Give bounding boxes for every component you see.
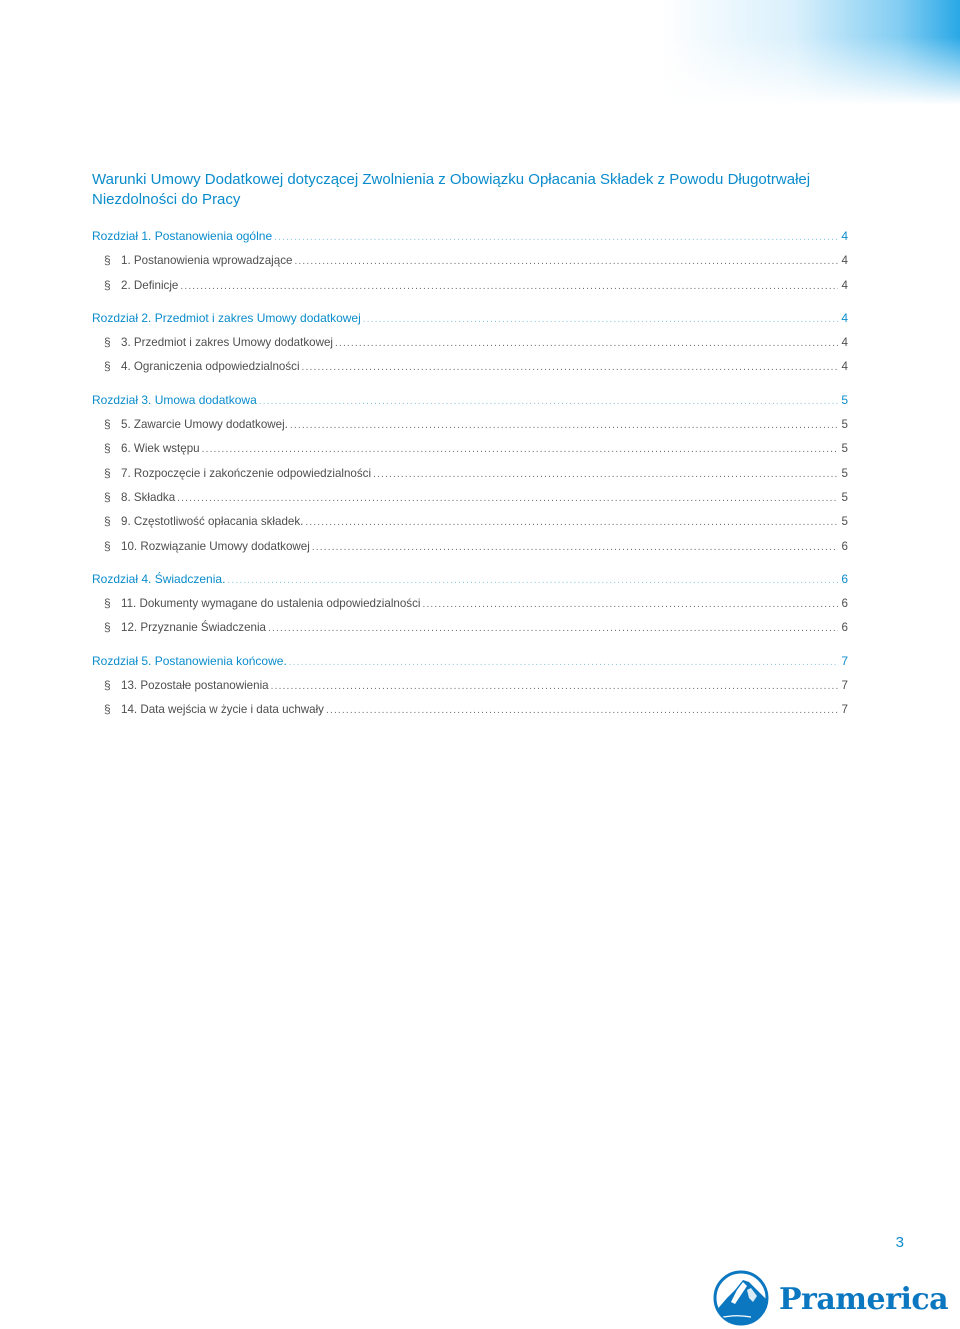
section-symbol: § bbox=[104, 702, 111, 717]
toc-entry-label: 5. Zawarcie Umowy dodatkowej. bbox=[121, 418, 288, 432]
toc-page-number: 4 bbox=[841, 360, 848, 374]
toc-chapter-entry[interactable] bbox=[92, 306, 848, 330]
toc-page-number: 5 bbox=[841, 515, 848, 529]
toc-entry-label: Rozdział 3. Umowa dodatkowa bbox=[92, 392, 257, 407]
toc-entry-label: 4. Ograniczenia odpowiedzialności bbox=[121, 360, 300, 374]
pramerica-logo bbox=[713, 1268, 949, 1328]
toc-entry-label: Rozdział 2. Przedmiot i zakres Umowy dodatkowej bbox=[92, 310, 361, 325]
toc-page-number: 6 bbox=[841, 597, 848, 611]
section-symbol: § bbox=[104, 465, 111, 480]
rock-of-gibraltar-icon bbox=[713, 1268, 771, 1326]
toc-section-entry[interactable] bbox=[92, 330, 848, 354]
toc-entry-label: 1. Postanowienia wprowadzające bbox=[121, 254, 293, 268]
toc-page-number: 5 bbox=[841, 392, 848, 407]
toc-section-entry[interactable] bbox=[92, 461, 848, 485]
section-symbol: § bbox=[104, 514, 111, 529]
dot-leader bbox=[302, 356, 838, 380]
toc-section-entry[interactable] bbox=[92, 534, 848, 558]
toc-entry-label: 12. Przyznanie Świadczenia bbox=[121, 621, 267, 635]
toc-section-entry[interactable] bbox=[92, 273, 848, 297]
section-symbol: § bbox=[104, 678, 111, 693]
toc-entry-label: 14. Data wejścia w życie i data uchwały bbox=[121, 703, 324, 717]
toc-chapter-entry[interactable] bbox=[92, 567, 848, 591]
toc-entry-label: 8. Składka bbox=[121, 490, 176, 504]
dot-leader bbox=[422, 593, 838, 617]
toc-page-number: 5 bbox=[841, 466, 848, 480]
toc-page-number: 7 bbox=[841, 653, 848, 668]
section-symbol: § bbox=[104, 335, 111, 350]
dot-leader bbox=[326, 699, 838, 723]
toc-page-number: 7 bbox=[841, 679, 848, 693]
dot-leader bbox=[290, 414, 838, 438]
dot-leader bbox=[177, 487, 838, 511]
brand-name: Pramerica bbox=[779, 1282, 949, 1317]
toc-entry-label: 11. Dokumenty wymagane do ustalenia odpowiedzialności bbox=[121, 597, 421, 611]
toc-page-number: 4 bbox=[841, 254, 848, 268]
section-symbol: § bbox=[104, 441, 111, 456]
toc-section-entry[interactable] bbox=[92, 412, 848, 436]
toc-entry-label: 7. Rozpoczęcie i zakończenie odpowiedzialności bbox=[121, 466, 372, 480]
section-symbol: § bbox=[104, 253, 111, 268]
toc-page-number: 4 bbox=[841, 278, 848, 292]
toc-section-entry[interactable] bbox=[92, 615, 848, 639]
toc-section-entry[interactable] bbox=[92, 673, 848, 697]
dot-leader bbox=[271, 675, 838, 699]
dot-leader bbox=[305, 511, 838, 535]
toc-entry-label: 3. Przedmiot i zakres Umowy dodatkowej bbox=[121, 336, 333, 350]
toc-entry-label: 9. Częstotliwość opłacania składek. bbox=[121, 515, 304, 529]
toc-page-number: 4 bbox=[841, 310, 848, 325]
toc-page-number: 6 bbox=[841, 621, 848, 635]
toc-page-number: 4 bbox=[841, 229, 848, 243]
section-symbol: § bbox=[104, 359, 111, 374]
toc-page-number: 6 bbox=[841, 539, 848, 553]
toc-entry-label: 6. Wiek wstępu bbox=[121, 442, 200, 456]
corner-gradient-decoration bbox=[660, 0, 960, 105]
toc-page-number: 7 bbox=[841, 703, 848, 717]
toc-section-entry[interactable] bbox=[92, 591, 848, 615]
toc-section-entry[interactable] bbox=[92, 509, 848, 533]
toc-entry-label: 2. Definicje bbox=[121, 278, 179, 292]
toc-page-number: 5 bbox=[841, 442, 848, 456]
section-symbol: § bbox=[104, 620, 111, 635]
toc-page-number: 6 bbox=[841, 571, 848, 586]
toc-chapter-entry[interactable] bbox=[92, 649, 848, 673]
toc-chapter-entry[interactable] bbox=[92, 224, 848, 248]
table-of-contents bbox=[92, 224, 848, 722]
dot-leader bbox=[180, 275, 838, 299]
dot-leader bbox=[363, 308, 838, 332]
toc-entry-label: Rozdział 4. Świadczenia. bbox=[92, 571, 226, 586]
dot-leader bbox=[227, 569, 838, 593]
toc-entry-label: Rozdział 5. Postanowienia końcowe. bbox=[92, 653, 287, 668]
toc-section-entry[interactable] bbox=[92, 436, 848, 460]
toc-chapter-entry[interactable] bbox=[92, 388, 848, 412]
section-symbol: § bbox=[104, 538, 111, 553]
dot-leader bbox=[202, 438, 838, 462]
toc-page-number: 5 bbox=[841, 418, 848, 432]
toc-section-entry[interactable] bbox=[92, 248, 848, 272]
dot-leader bbox=[268, 617, 838, 641]
dot-leader bbox=[259, 390, 838, 414]
dot-leader bbox=[274, 226, 838, 250]
toc-page-number: 5 bbox=[841, 490, 848, 504]
dot-leader bbox=[373, 463, 838, 487]
section-symbol: § bbox=[104, 277, 111, 292]
dot-leader bbox=[289, 651, 838, 675]
toc-section-entry[interactable] bbox=[92, 354, 848, 378]
toc-section-entry[interactable] bbox=[92, 697, 848, 721]
section-symbol: § bbox=[104, 596, 111, 611]
toc-section-entry[interactable] bbox=[92, 485, 848, 509]
page-number: 3 bbox=[895, 1234, 904, 1251]
document-title: Warunki Umowy Dodatkowej dotyczącej Zwolnienia z Obowiązku Opłacania Składek z Powodu Długotrwałej Niezdolności do Pracy bbox=[92, 171, 811, 208]
section-symbol: § bbox=[104, 489, 111, 504]
section-symbol: § bbox=[104, 417, 111, 432]
dot-leader bbox=[335, 332, 838, 356]
toc-entry-label: Rozdział 1. Postanowienia ogólne bbox=[92, 229, 273, 243]
dot-leader bbox=[312, 536, 838, 560]
toc-entry-label: 13. Pozostałe postanowienia bbox=[121, 679, 269, 693]
dot-leader bbox=[294, 250, 838, 274]
toc-page-number: 4 bbox=[841, 336, 848, 350]
toc-entry-label: 10. Rozwiązanie Umowy dodatkowej bbox=[121, 539, 310, 553]
